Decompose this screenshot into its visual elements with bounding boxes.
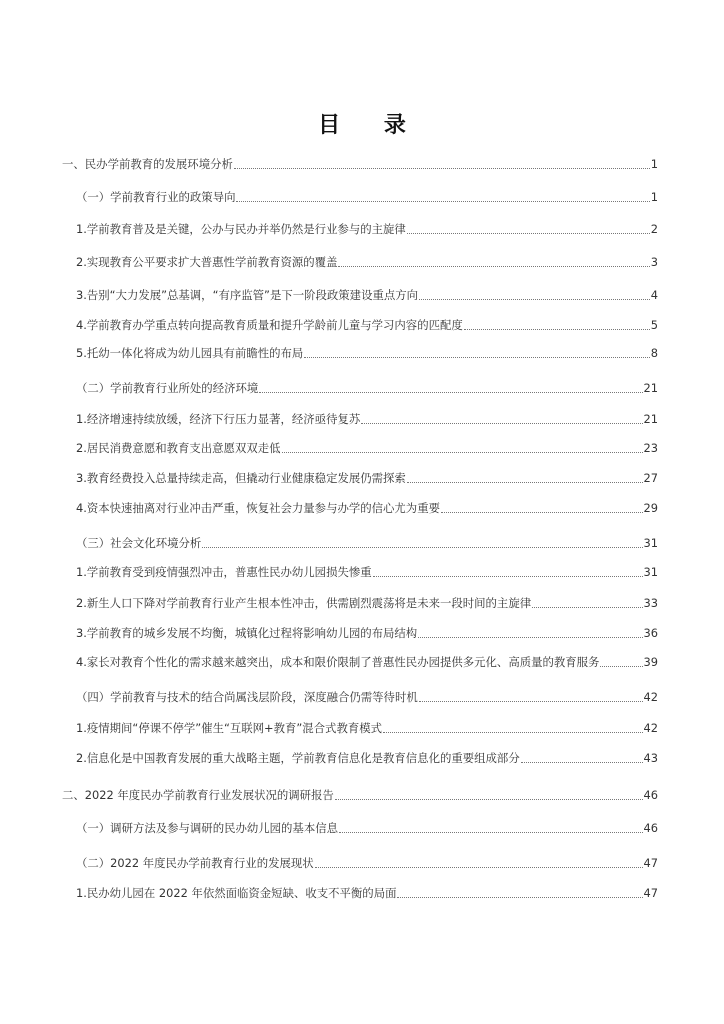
toc-page-number: 33 [643,596,658,610]
toc-page-number: 46 [643,821,658,835]
toc-entry-text: 4.家长对教育个性化的需求越来越突出，成本和限价限制了普惠性民办园提供多元化、高质量的教育服务 [76,655,600,669]
toc-page-number: 1 [650,157,658,171]
toc-page-number: 39 [643,655,658,669]
toc-page-number: 5 [650,318,658,332]
toc-entry-text: 1.疫情期间“停课不停学”催生“互联网+教育”混合式教育模式 [76,721,383,735]
toc-page-number: 29 [643,501,658,515]
toc-entry-text: （四）学前教育与技术的结合尚属浅层阶段，深度融合仍需等待时机 [76,690,418,704]
toc-entry[interactable] [62,500,658,517]
toc-entry-text: 2.新生人口下降对学前教育行业产生根本性冲击，供需剧烈震荡将是未来一段时间的主旋律 [76,596,532,610]
toc-dot-leader [335,798,643,800]
toc-dot-leader [304,356,649,358]
toc-entry-text: 2.实现教育公平要求扩大普惠性学前教育资源的覆盖 [76,255,338,269]
toc-entry-text: 3.学前教育的城乡发展不均衡，城镇化过程将影响幼儿园的布局结构 [76,626,418,640]
toc-entry-text: （二）2022 年度民办学前教育行业的发展现状 [76,856,314,870]
toc-dot-leader [407,481,643,483]
toc-page-number: 42 [643,690,658,704]
toc-page-number: 46 [643,788,658,802]
toc-page-number: 31 [643,536,658,550]
toc-entry-text: 5.托幼一体化将成为幼儿园具有前瞻性的布局 [76,346,304,360]
toc-entry[interactable] [62,380,658,397]
toc-entry-text: 1.经济增速持续放缓，经济下行压力显著，经济亟待复苏 [76,412,361,426]
toc-entry-text: 1.学前教育普及是关键，公办与民办并举仍然是行业参与的主旋律 [76,222,406,236]
toc-entry[interactable] [62,625,658,642]
toc-page-number: 3 [650,255,658,269]
toc-entry-text: 3.教育经费投入总量持续走高，但撬动行业健康稳定发展仍需探索 [76,471,406,485]
toc-page-number: 42 [643,721,658,735]
toc-entry-text: 二、2022 年度民办学前教育行业发展状况的调研报告 [62,788,334,802]
toc-dot-leader [234,167,650,169]
toc-entry[interactable] [62,564,658,581]
toc-page-number: 2 [650,222,658,236]
toc-entry-text: （二）学前教育行业所处的经济环境 [76,381,259,395]
toc-dot-leader [338,265,649,267]
toc-page-number: 21 [643,381,658,395]
toc-dot-leader [202,546,642,548]
toc-entry-text: （一）调研方法及参与调研的民办幼儿园的基本信息 [76,821,338,835]
toc-title: 目 录 [318,113,424,138]
toc-entry[interactable] [62,254,658,271]
toc-entry-text: 1.学前教育受到疫情强烈冲击，普惠性民办幼儿园损失惨重 [76,565,372,579]
toc-dot-leader [236,200,649,202]
toc-dot-leader [532,606,642,608]
toc-page-number: 47 [643,856,658,870]
toc-entry[interactable] [62,855,658,872]
toc-entry-text: 1.民办幼儿园在 2022 年依然面临资金短缺、收支不平衡的局面 [76,886,397,900]
toc-entry[interactable] [62,535,658,552]
toc-entry[interactable] [62,221,658,238]
toc-entry-text: 2.信息化是中国教育发展的重大战略主题，学前教育信息化是教育信息化的重要组成部分 [76,751,520,765]
toc-page-number: 1 [650,190,658,204]
toc-page-number: 4 [650,288,658,302]
toc-entry-text: 一、民办学前教育的发展环境分析 [62,157,233,171]
toc-dot-leader [315,866,643,868]
toc-dot-leader [383,731,642,733]
toc-dot-leader [441,511,643,513]
toc-entry[interactable] [62,189,658,206]
toc-page-number: 36 [643,626,658,640]
toc-dot-leader [259,391,642,393]
toc-entry-text: （三）社会文化环境分析 [76,536,202,550]
toc-entry[interactable] [62,654,658,671]
toc-page-number: 27 [643,471,658,485]
toc-entry[interactable] [62,345,658,362]
toc-entry[interactable] [62,595,658,612]
toc-dot-leader [418,636,642,638]
toc-dot-leader [373,575,643,577]
toc-entry[interactable] [62,470,658,487]
toc-entry-text: 3.告别“大力发展”总基调，“有序监管”是下一阶段政策建设重点方向 [76,288,419,302]
toc-page-number: 47 [643,886,658,900]
toc-entry[interactable] [62,156,658,173]
toc-entry[interactable] [62,287,658,304]
toc-page-number: 31 [643,565,658,579]
toc-page-number: 8 [650,346,658,360]
toc-entry-text: （一）学前教育行业的政策导向 [76,190,236,204]
toc-page-number: 23 [643,441,658,455]
toc-dot-leader [521,761,643,763]
toc-page-number: 43 [643,751,658,765]
toc-dot-leader [419,700,643,702]
toc-dot-leader [464,328,650,330]
toc-dot-leader [600,665,642,667]
toc-page-number: 21 [643,412,658,426]
toc-dot-leader [419,298,650,300]
toc-entry[interactable] [62,689,658,706]
toc-dot-leader [361,422,642,424]
toc-entry[interactable] [62,720,658,737]
toc-dot-leader [397,896,642,898]
toc-entry[interactable] [62,820,658,837]
toc-dot-leader [282,451,643,453]
toc-entry-text: 2.居民消费意愿和教育支出意愿双双走低 [76,441,281,455]
toc-entry[interactable] [62,750,658,767]
toc-dot-leader [339,831,643,833]
toc-entry[interactable] [62,885,658,902]
toc-entry[interactable] [62,787,658,804]
toc-dot-leader [407,232,650,234]
toc-entry-text: 4.学前教育办学重点转向提高教育质量和提升学龄前儿童与学习内容的匹配度 [76,318,463,332]
toc-entry[interactable] [62,411,658,428]
toc-entry-text: 4.资本快速抽离对行业冲击严重，恢复社会力量参与办学的信心尤为重要 [76,501,440,515]
toc-entry[interactable] [62,440,658,457]
toc-entry[interactable] [62,317,658,334]
